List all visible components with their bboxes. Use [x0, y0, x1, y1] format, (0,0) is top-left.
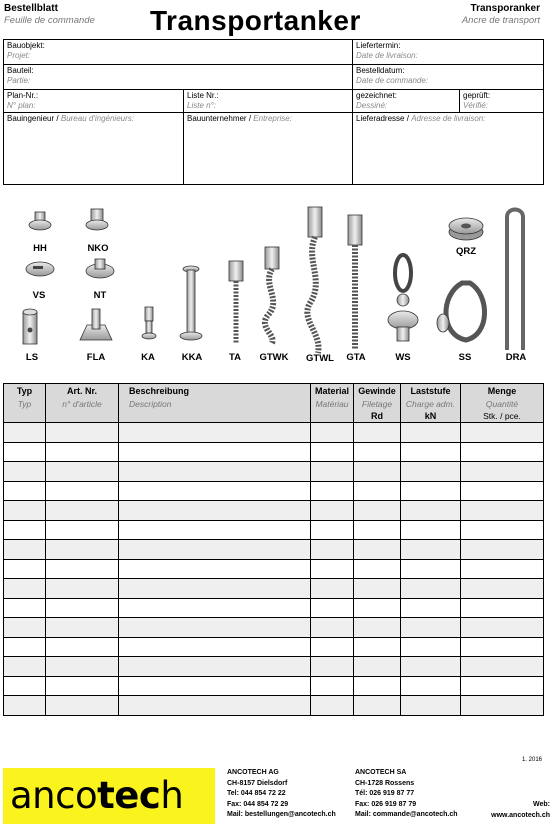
bestelldatum-label-fr: Date de commande: — [356, 76, 429, 85]
cell-material[interactable] — [311, 676, 354, 696]
col-unit-laststufe: kN — [401, 410, 461, 423]
cell-typ[interactable] — [4, 501, 46, 521]
cell-gewinde[interactable] — [354, 462, 401, 482]
cell-laststufe[interactable] — [401, 462, 461, 482]
qrz-anchor-icon — [449, 218, 483, 240]
page-title: Transportanker — [150, 5, 361, 36]
col-header-gewinde-fr: Filetage — [354, 397, 401, 410]
product-label-gtwl: GTWL — [306, 353, 334, 364]
col-unit-art-nr — [46, 410, 119, 423]
sa-city: CH-1728 Rossens — [355, 779, 415, 787]
cell-material[interactable] — [311, 540, 354, 560]
cell-beschreibung[interactable] — [119, 423, 311, 443]
cell-beschreibung[interactable] — [119, 520, 311, 540]
cell-art-nr[interactable] — [46, 540, 119, 560]
cell-beschreibung[interactable] — [119, 637, 311, 657]
cell-menge[interactable] — [461, 520, 544, 540]
plan-nr-label: Plan-Nr.: — [7, 91, 39, 100]
cell-menge[interactable] — [461, 540, 544, 560]
product-label-qrz: QRZ — [455, 246, 477, 257]
cell-material[interactable] — [311, 520, 354, 540]
ss-shackle-icon — [437, 283, 485, 340]
cell-typ[interactable] — [4, 676, 46, 696]
cell-typ[interactable] — [4, 579, 46, 599]
cell-menge[interactable] — [461, 423, 544, 443]
cell-art-nr[interactable] — [46, 423, 119, 443]
col-unit-menge — [461, 410, 544, 423]
table-row — [4, 657, 544, 677]
logo-part-3: h — [160, 774, 184, 817]
lieferadresse-label: Lieferadresse — [356, 114, 405, 123]
cell-typ[interactable] — [4, 462, 46, 482]
cell-material[interactable] — [311, 423, 354, 443]
sa-fax: Fax: 026 919 87 79 — [355, 800, 417, 808]
bestelldatum-field[interactable] — [353, 65, 544, 90]
ag-city: CH-8157 Dielsdorf — [227, 779, 288, 787]
bauingenieur-label: Bauingenieur — [7, 114, 55, 123]
cell-laststufe[interactable] — [401, 676, 461, 696]
col-header-laststufe-fr: Charge adm. — [401, 397, 461, 410]
product-label-vs: VS — [32, 290, 46, 301]
cell-gewinde[interactable] — [354, 423, 401, 443]
col-unit-beschreibung — [119, 410, 311, 423]
ka-anchor-icon — [142, 307, 156, 339]
cell-gewinde[interactable] — [354, 598, 401, 618]
table-row — [4, 559, 544, 579]
logo-part-2: tec — [97, 774, 161, 817]
web-label: Web: — [533, 801, 550, 808]
ag-name: ANCOTECH AG — [227, 769, 279, 776]
ag-fax: Fax: 044 854 72 29 — [227, 800, 289, 808]
ancotech-logo — [10, 774, 183, 817]
product-label-gtwk: GTWK — [259, 352, 289, 363]
product-label-ta: TA — [229, 352, 241, 363]
web-link[interactable]: www.ancotech.ch — [491, 811, 550, 819]
cell-beschreibung[interactable] — [119, 618, 311, 638]
gtwl-anchor-icon — [307, 207, 322, 353]
product-label-ss: SS — [458, 352, 472, 363]
product-label-kka: KKA — [181, 352, 203, 363]
cell-menge[interactable] — [461, 579, 544, 599]
col-unit-typ — [4, 410, 46, 423]
cell-typ[interactable] — [4, 540, 46, 560]
col-header-menge: Menge — [461, 384, 544, 398]
col-header-menge-fr: Quantité — [461, 397, 544, 410]
table-row — [4, 481, 544, 501]
bauunternehmer-label-fr: Entreprise: — [253, 114, 292, 123]
cell-laststufe[interactable] — [401, 696, 461, 716]
bauunternehmer-field[interactable] — [184, 113, 353, 185]
cell-gewinde[interactable] — [354, 540, 401, 560]
table-row — [4, 696, 544, 716]
cell-gewinde[interactable] — [354, 501, 401, 521]
bauobjekt-field[interactable] — [4, 40, 353, 65]
cell-gewinde[interactable] — [354, 676, 401, 696]
col-header-art-nr-fr: n° d'article — [46, 397, 119, 410]
web-block — [491, 800, 550, 821]
cell-art-nr[interactable] — [46, 598, 119, 618]
cell-laststufe[interactable] — [401, 442, 461, 462]
cell-beschreibung[interactable] — [119, 501, 311, 521]
col-header-typ: Typ — [4, 384, 46, 398]
logo-part-1: anco — [10, 774, 98, 817]
cell-typ[interactable] — [4, 442, 46, 462]
bauobjekt-label: Bauobjekt: — [7, 41, 45, 50]
cell-menge[interactable] — [461, 637, 544, 657]
category-fr: Ancre de transport — [461, 15, 540, 26]
gezeichnet-label: gezeichnet: — [356, 91, 397, 100]
cell-beschreibung[interactable] — [119, 696, 311, 716]
cell-laststufe[interactable] — [401, 579, 461, 599]
cell-material[interactable] — [311, 618, 354, 638]
revision-date: 1. 2016 — [521, 757, 542, 763]
cell-art-nr[interactable] — [46, 559, 119, 579]
cell-art-nr[interactable] — [46, 657, 119, 677]
hh-anchor-icon — [29, 212, 51, 230]
col-unit-gewinde: Rd — [354, 410, 401, 423]
col-unit-material — [311, 410, 354, 423]
table-row — [4, 442, 544, 462]
product-label-hh: HH — [33, 243, 47, 254]
cell-laststufe[interactable] — [401, 559, 461, 579]
table-row — [4, 579, 544, 599]
lieferadresse-label-fr: Adresse de livraison: — [411, 114, 486, 123]
cell-laststufe[interactable] — [401, 520, 461, 540]
product-label-ls: LS — [25, 352, 39, 363]
cell-laststufe[interactable] — [401, 501, 461, 521]
cell-menge[interactable] — [461, 618, 544, 638]
col-header-material-fr: Matériau — [311, 397, 354, 410]
cell-typ[interactable] — [4, 618, 46, 638]
cell-art-nr[interactable] — [46, 442, 119, 462]
sa-name: ANCOTECH SA — [355, 769, 407, 776]
liste-nr-label-fr: Liste n°: — [187, 101, 216, 110]
sa-mail[interactable]: Mail: commande@ancotech.ch — [355, 811, 458, 818]
table-row — [4, 676, 544, 696]
cell-material[interactable] — [311, 579, 354, 599]
product-label-nko: NKO — [87, 243, 109, 254]
cell-gewinde[interactable] — [354, 657, 401, 677]
cell-material[interactable] — [311, 501, 354, 521]
geprueft-field[interactable] — [460, 90, 544, 113]
ls-anchor-icon — [23, 309, 37, 344]
cell-material[interactable] — [311, 481, 354, 501]
cell-material[interactable] — [311, 657, 354, 677]
cell-art-nr[interactable] — [46, 696, 119, 716]
table-row — [4, 598, 544, 618]
table-row — [4, 540, 544, 560]
cell-menge[interactable] — [461, 676, 544, 696]
ag-mail[interactable]: Mail: bestellungen@ancotech.ch — [227, 811, 336, 818]
cell-art-nr[interactable] — [46, 501, 119, 521]
cell-art-nr[interactable] — [46, 520, 119, 540]
cell-laststufe[interactable] — [401, 657, 461, 677]
bauingenieur-slash: / — [56, 114, 59, 123]
cell-beschreibung[interactable] — [119, 462, 311, 482]
cell-art-nr[interactable] — [46, 462, 119, 482]
menge-unit-text: Stk. / pce. — [483, 411, 521, 421]
bauteil-label-fr: Partie: — [7, 76, 31, 85]
cell-typ[interactable] — [4, 423, 46, 443]
product-label-gta: GTA — [346, 352, 366, 363]
col-header-material: Material — [311, 384, 354, 398]
gezeichnet-field[interactable] — [353, 90, 460, 113]
cell-laststufe[interactable] — [401, 423, 461, 443]
cell-gewinde[interactable] — [354, 637, 401, 657]
bauteil-field[interactable] — [4, 65, 353, 90]
plan-nr-field[interactable] — [4, 90, 184, 113]
cell-typ[interactable] — [4, 481, 46, 501]
col-header-beschreibung: Beschreibung — [119, 384, 311, 398]
bauunternehmer-label: Bauunternehmer — [187, 114, 247, 123]
ag-tel: Tel: 044 854 72 22 — [227, 790, 286, 797]
liste-nr-label: Liste Nr.: — [187, 91, 219, 100]
product-label-ws: WS — [395, 352, 411, 363]
cell-gewinde[interactable] — [354, 559, 401, 579]
cell-gewinde[interactable] — [354, 520, 401, 540]
category-de: Transporanker — [470, 3, 540, 14]
nt-anchor-icon — [86, 259, 114, 278]
lieferadresse-slash: / — [406, 114, 409, 123]
cell-laststufe[interactable] — [401, 481, 461, 501]
cell-menge[interactable] — [461, 481, 544, 501]
table-row — [4, 423, 544, 443]
bauobjekt-label-fr: Projet: — [7, 51, 31, 60]
address-ag — [227, 768, 336, 821]
cell-art-nr[interactable] — [46, 481, 119, 501]
col-header-laststufe: Laststufe — [401, 384, 461, 398]
order-table-body — [4, 423, 544, 716]
cell-typ[interactable] — [4, 637, 46, 657]
cell-beschreibung[interactable] — [119, 676, 311, 696]
bauunternehmer-slash: / — [248, 114, 252, 123]
liefertermin-field[interactable] — [353, 40, 544, 65]
cell-typ[interactable] — [4, 696, 46, 716]
cell-gewinde[interactable] — [354, 696, 401, 716]
cell-typ[interactable] — [4, 657, 46, 677]
cell-menge[interactable] — [461, 442, 544, 462]
kka-anchor-icon — [180, 266, 202, 340]
cell-menge[interactable] — [461, 501, 544, 521]
col-header-gewinde: Gewinde — [354, 384, 401, 398]
fla-anchor-icon — [80, 309, 112, 340]
bestelldatum-label: Bestelldatum: — [356, 66, 405, 75]
plan-nr-label-fr: N° plan: — [7, 101, 36, 110]
cell-typ[interactable] — [4, 598, 46, 618]
cell-art-nr[interactable] — [46, 618, 119, 638]
table-row — [4, 520, 544, 540]
cell-laststufe[interactable] — [401, 618, 461, 638]
cell-beschreibung[interactable] — [119, 559, 311, 579]
cell-gewinde[interactable] — [354, 481, 401, 501]
liefertermin-label: Liefertermin: — [356, 41, 401, 50]
col-header-typ-fr: Typ — [4, 397, 46, 410]
cell-material[interactable] — [311, 462, 354, 482]
table-row — [4, 618, 544, 638]
gtwk-anchor-icon — [265, 247, 279, 343]
cell-material[interactable] — [311, 696, 354, 716]
vs-anchor-icon — [26, 262, 54, 276]
product-label-fla: FLA — [86, 352, 106, 363]
cell-beschreibung[interactable] — [119, 579, 311, 599]
cell-beschreibung[interactable] — [119, 442, 311, 462]
ws-lifting-ring-icon — [388, 255, 418, 341]
address-sa — [355, 768, 458, 821]
sheet-type-de: Bestellblatt — [4, 3, 58, 14]
order-table — [3, 383, 544, 716]
project-info-table — [3, 39, 544, 185]
cell-material[interactable] — [311, 598, 354, 618]
sa-tel: Tél: 026 919 87 77 — [355, 790, 415, 797]
cell-beschreibung[interactable] — [119, 540, 311, 560]
gezeichnet-label-fr: Dessiné: — [356, 101, 388, 110]
cell-laststufe[interactable] — [401, 540, 461, 560]
cell-laststufe[interactable] — [401, 598, 461, 618]
cell-material[interactable] — [311, 442, 354, 462]
product-illustrations — [0, 195, 556, 365]
lieferadresse-field[interactable] — [353, 113, 544, 185]
cell-typ[interactable] — [4, 559, 46, 579]
cell-typ[interactable] — [4, 520, 46, 540]
cell-material[interactable] — [311, 559, 354, 579]
cell-material[interactable] — [311, 637, 354, 657]
cell-laststufe[interactable] — [401, 637, 461, 657]
table-row — [4, 501, 544, 521]
product-label-nt: NT — [93, 290, 107, 301]
product-label-dra: DRA — [505, 352, 527, 363]
cell-menge[interactable] — [461, 657, 544, 677]
sheet-type-fr: Feuille de commande — [4, 15, 95, 26]
cell-menge[interactable] — [461, 598, 544, 618]
cell-art-nr[interactable] — [46, 637, 119, 657]
bauingenieur-label-fr: Bureau d'ingénieurs: — [60, 114, 134, 123]
table-row — [4, 637, 544, 657]
ta-anchor-icon — [229, 261, 243, 343]
geprueft-label: geprüft: — [463, 91, 491, 100]
dra-anchor-icon — [507, 210, 523, 351]
geprueft-label-fr: Vérifié: — [463, 101, 488, 110]
liste-nr-field[interactable] — [184, 90, 353, 113]
cell-gewinde[interactable] — [354, 618, 401, 638]
cell-beschreibung[interactable] — [119, 481, 311, 501]
liefertermin-label-fr: Date de livraison: — [356, 51, 418, 60]
col-header-art-nr: Art. Nr. — [46, 384, 119, 398]
cell-gewinde[interactable] — [354, 442, 401, 462]
cell-beschreibung[interactable] — [119, 657, 311, 677]
cell-art-nr[interactable] — [46, 579, 119, 599]
cell-beschreibung[interactable] — [119, 598, 311, 618]
bauingenieur-field[interactable] — [4, 113, 184, 185]
table-row — [4, 462, 544, 482]
gta-anchor-icon — [348, 215, 362, 350]
cell-art-nr[interactable] — [46, 676, 119, 696]
cell-gewinde[interactable] — [354, 579, 401, 599]
nko-anchor-icon — [86, 209, 108, 230]
product-label-ka: KA — [141, 352, 155, 363]
col-header-beschreibung-fr: Description — [119, 397, 311, 410]
cell-menge[interactable] — [461, 559, 544, 579]
cell-menge[interactable] — [461, 462, 544, 482]
bauteil-label: Bauteil: — [7, 66, 34, 75]
cell-menge[interactable] — [461, 696, 544, 716]
